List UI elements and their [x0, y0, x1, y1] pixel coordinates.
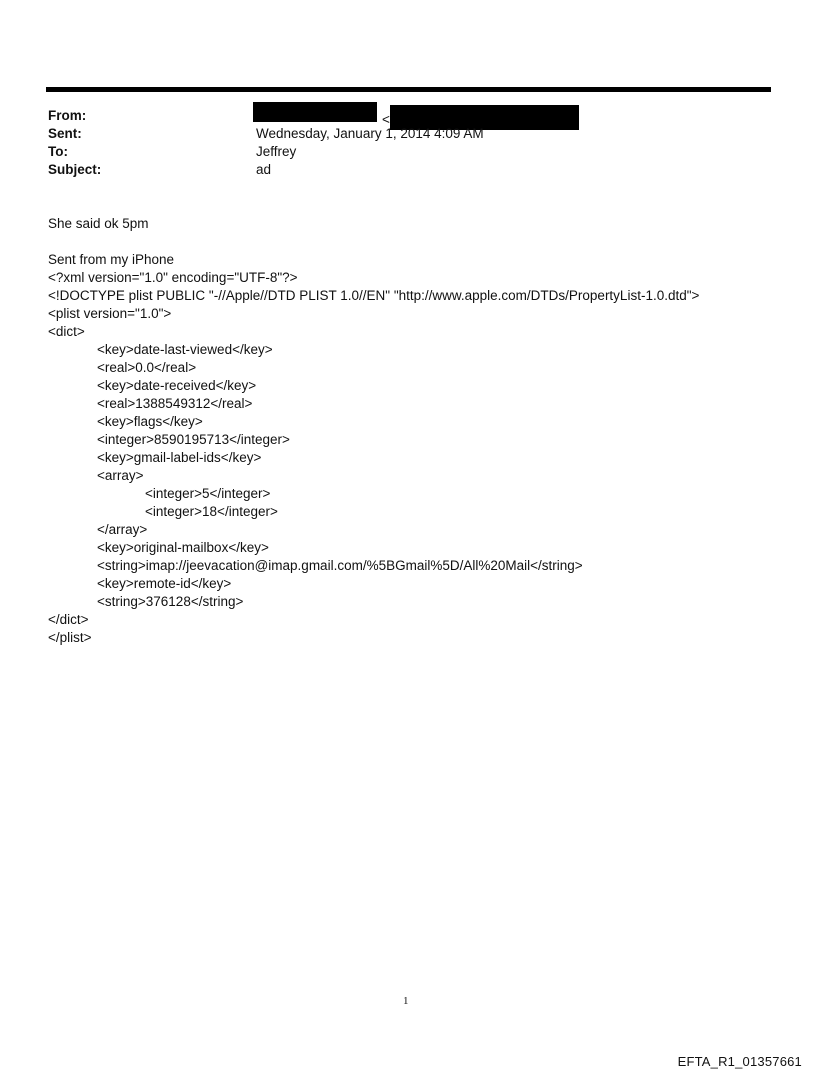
signature-text: Sent from my iPhone: [48, 252, 175, 267]
plist-line: <key>flags</key>: [97, 414, 203, 429]
plist-line: <key>date-last-viewed</key>: [97, 342, 273, 357]
plist-line: <integer>18</integer>: [145, 504, 278, 519]
plist-line: <real>1388549312</real>: [97, 396, 253, 411]
subject-value: ad: [256, 162, 272, 177]
plist-line: <dict>: [48, 324, 85, 339]
plist-line: <!DOCTYPE plist PUBLIC "-//Apple//DTD PLIST 1.0//EN" "http://www.apple.com/DTDs/PropertyList-1.0.dtd">: [48, 288, 700, 303]
plist-line: <integer>8590195713</integer>: [97, 432, 290, 447]
to-label: To:: [48, 144, 68, 159]
message-text: She said ok 5pm: [48, 216, 149, 231]
plist-line: <real>0.0</real>: [97, 360, 197, 375]
plist-line: </plist>: [48, 630, 92, 645]
plist-line: <string>imap://jeevacation@imap.gmail.com/%5BGmail%5D/All%20Mail</string>: [97, 558, 583, 573]
redacted-sender-name: [253, 102, 377, 122]
plist-line: <plist version="1.0">: [48, 306, 172, 321]
header-rule: [46, 87, 771, 92]
sent-label: Sent:: [48, 126, 82, 141]
plist-line: <key>original-mailbox</key>: [97, 540, 269, 555]
subject-label: Subject:: [48, 162, 102, 177]
plist-line: </array>: [97, 522, 148, 537]
plist-line: <integer>5</integer>: [145, 486, 271, 501]
to-value: Jeffrey: [256, 144, 297, 159]
sent-value: Wednesday, January 1, 2014 4:09 AM: [256, 126, 484, 141]
to-row: [48, 143, 608, 161]
plist-line: <?xml version="1.0" encoding="UTF-8"?>: [48, 270, 298, 285]
page-number: 1: [403, 995, 409, 1007]
plist-line: <array>: [97, 468, 144, 483]
subject-row: [48, 161, 608, 179]
from-label: From:: [48, 108, 87, 123]
plist-line: <key>remote-id</key>: [97, 576, 232, 591]
plist-line: <key>date-received</key>: [97, 378, 257, 393]
plist-line: </dict>: [48, 612, 89, 627]
sender-email-open-bracket: <: [382, 112, 390, 127]
plist-line: <string>376128</string>: [97, 594, 244, 609]
document-id: EFTA_R1_01357661: [677, 1054, 802, 1069]
plist-line: <key>gmail-label-ids</key>: [97, 450, 262, 465]
sent-row: [48, 125, 608, 143]
